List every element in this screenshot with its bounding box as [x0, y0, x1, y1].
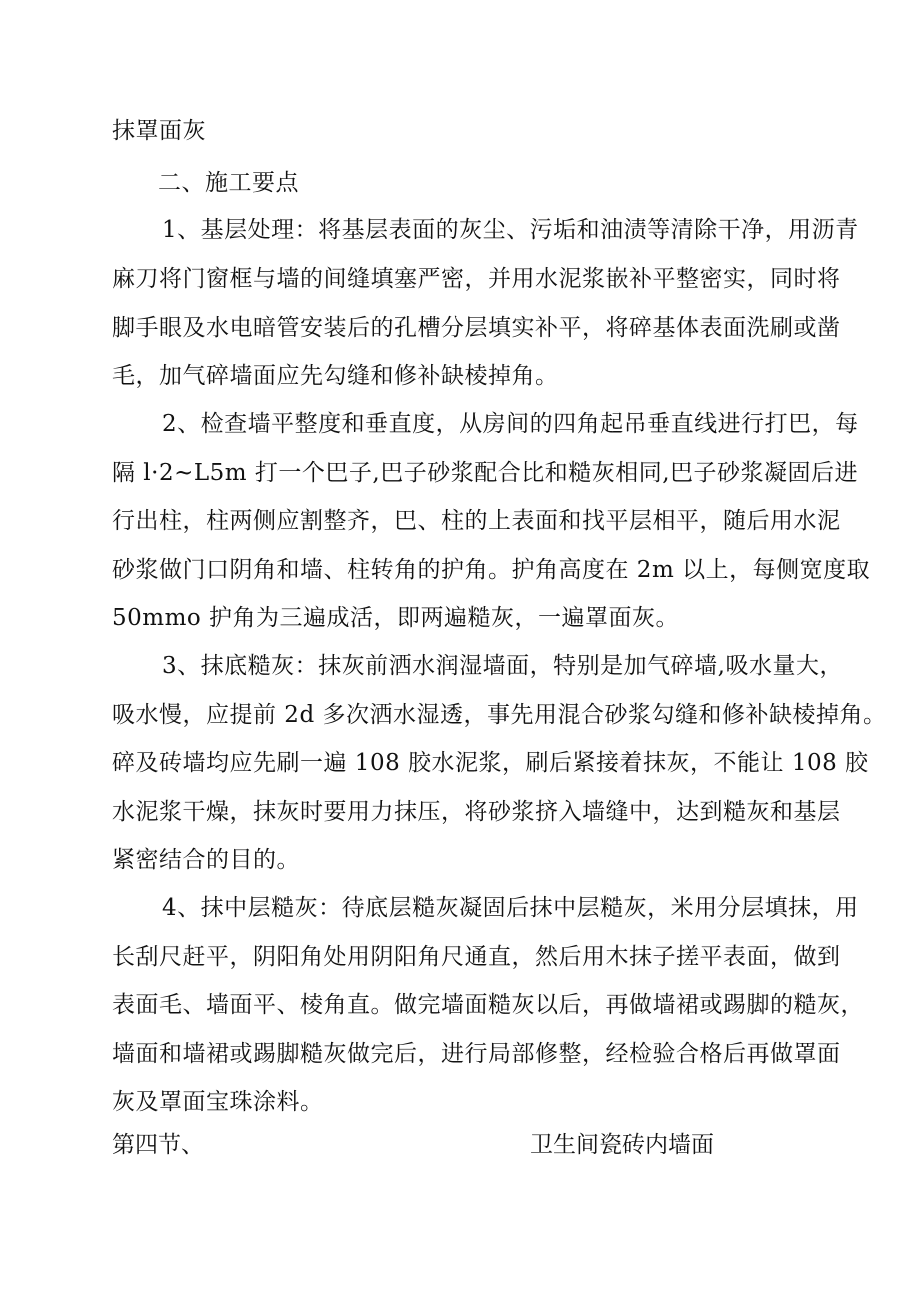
paragraph-line: 吸水慢，应提前 2d 多次洒水湿透，事先用混合砂浆勾缝和修补缺棱掉角。 [112, 702, 887, 728]
section-title: 二、施工要点 [158, 170, 299, 196]
paragraph-line: 灰及罩面宝珠涂料。 [112, 1089, 324, 1115]
paragraph-line: 毛，加气碎墙面应先勾缝和修补缺棱掉角。 [112, 363, 559, 389]
paragraph-line: 2、检查墙平整度和垂直度，从房间的四角起吊垂直线进行打巴，每 [162, 411, 859, 437]
paragraph-line: 行出柱，柱两侧应割整齐，巴、柱的上表面和找平层相平，随后用水泥 [112, 508, 841, 534]
paragraph-line: 50mmo 护角为三遍成活，即两遍糙灰，一遍罩面灰。 [112, 605, 680, 631]
top-heading: 抹罩面灰 [112, 118, 206, 144]
paragraph-line: 麻刀将门窗框与墙的间缝填塞严密，并用水泥浆嵌补平整密实，同时将 [112, 266, 841, 292]
paragraph-line: 水泥浆干燥，抹灰时要用力抹压，将砂浆挤入墙缝中，达到糙灰和基层 [112, 799, 841, 825]
paragraph-line: 3、抹底糙灰：抹灰前洒水润湿墙面，特别是加气碎墙,吸水量大， [162, 653, 843, 679]
paragraph-line: 碎及砖墙均应先刷一遍 108 胶水泥浆，刷后紧接着抹灰，不能让 108 胶 [112, 750, 869, 776]
paragraph-line: 1、基层处理：将基层表面的灰尘、污垢和油渍等清除干净，用沥青 [162, 217, 859, 243]
chapter-label: 第四节、 [112, 1132, 204, 1158]
paragraph-line: 砂浆做门口阴角和墙、柱转角的护角。护角高度在 2m 以上，每侧宽度取 [112, 557, 871, 583]
paragraph-line: 墙面和墙裙或踢脚糙灰做完后，进行局部修整，经检验合格后再做罩面 [112, 1041, 841, 1067]
paragraph-line: 4、抹中层糙灰：待底层糙灰凝固后抹中层糙灰，米用分层填抹，用 [162, 895, 859, 921]
paragraph-line: 紧密结合的目的。 [112, 847, 300, 873]
paragraph-line: 长刮尺赶平，阴阳角处用阴阳角尺通直，然后用木抹子搓平表面，做到 [112, 944, 841, 970]
chapter-title: 卫生间瓷砖内墙面 [530, 1132, 714, 1158]
paragraph-line: 表面毛、墙面平、棱角直。做完墙面糙灰以后，再做墙裙或踢脚的糙灰， [112, 992, 864, 1018]
paragraph-line: 隔 l·2~L5m 打一个巴子,巴子砂浆配合比和糙灰相同,巴子砂浆凝固后进 [112, 460, 859, 486]
paragraph-line: 脚手眼及水电暗管安装后的孔槽分层填实补平，将碎基体表面洗刷或凿 [112, 315, 841, 341]
